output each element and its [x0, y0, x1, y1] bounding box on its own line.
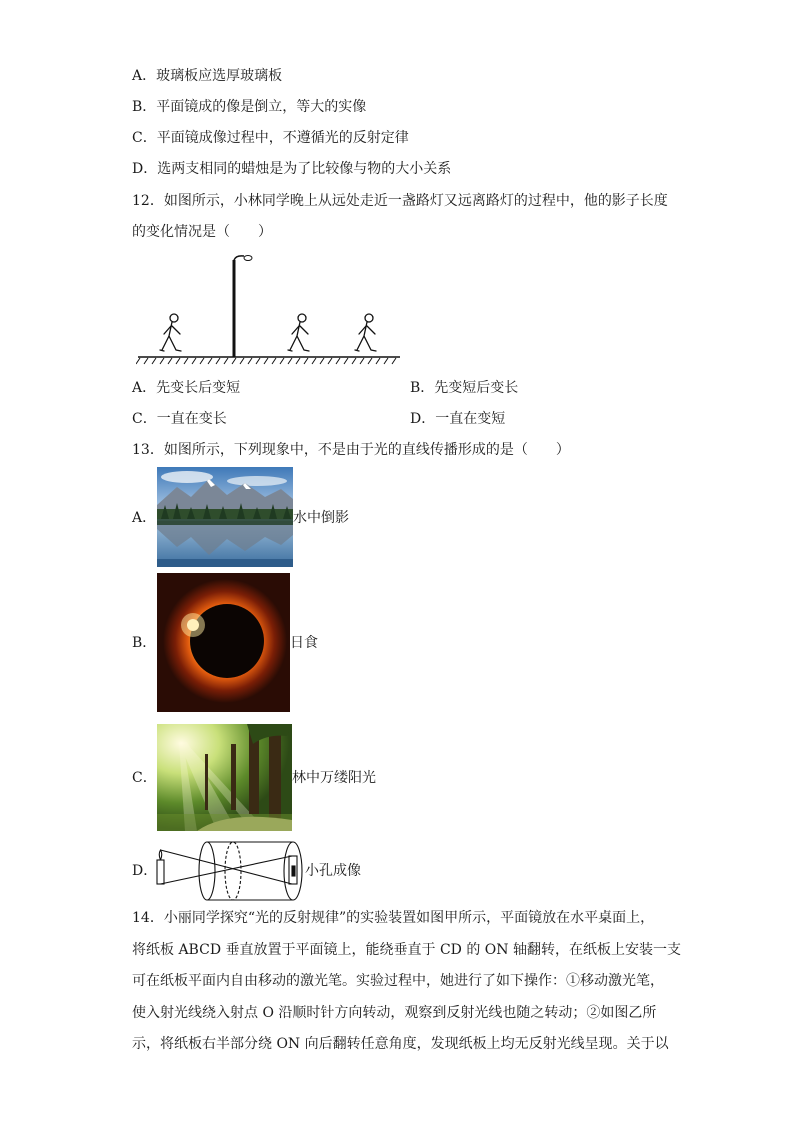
q12-option-d: D．一直在变短 [410, 411, 506, 427]
q13-option-b-caption: 日食 [290, 635, 318, 651]
pinhole-camera-diagram [155, 840, 305, 902]
q13-option-a-label: A． [132, 510, 157, 526]
q12-option-a: A．先变长后变短 [132, 380, 241, 396]
q12-option-b: B．先变短后变长 [410, 380, 519, 396]
q14-line-5: 示，将纸板右半部分绕 ON 向后翻转任意角度，发现纸板上均无反射光线呈现。关于以 [132, 1036, 669, 1052]
street-lamp-figure [136, 252, 402, 366]
q13-option-c-label: C． [132, 770, 157, 786]
q12-stem-line1: 12．如图所示，小林同学晚上从远处走近一盏路灯又远离路灯的过程中，他的影子长度 [132, 193, 668, 209]
q13-option-b-label: B． [132, 635, 157, 651]
q13-option-a-caption: 水中倒影 [293, 510, 349, 526]
q11-option-a: A．玻璃板应选厚玻璃板 [132, 68, 283, 84]
q14-line-2: 将纸板 ABCD 垂直放置于平面镜上，能绕垂直于 CD 的 ON 轴翻转，在纸板上安装一支 [132, 942, 681, 958]
forest-sunbeams-image [157, 724, 292, 831]
q13-stem: 13．如图所示，下列现象中，不是由于光的直线传播形成的是（ ） [132, 442, 570, 458]
q12-option-c: C．一直在变长 [132, 411, 227, 427]
mountain-lake-reflection-image [157, 467, 293, 567]
q11-option-b: B．平面镜成的像是倒立，等大的实像 [132, 99, 367, 115]
q11-option-d: D．选两支相同的蜡烛是为了比较像与物的大小关系 [132, 161, 452, 177]
q13-option-c-caption: 林中万缕阳光 [292, 770, 376, 786]
q12-stem-line2: 的变化情况是（ ） [132, 224, 272, 240]
q11-option-c: C．平面镜成像过程中，不遵循光的反射定律 [132, 130, 409, 146]
solar-eclipse-image [157, 573, 290, 712]
q14-line-4: 使入射光线绕入射点 O 沿顺时针方向转动，观察到反射光线也随之转动；②如图乙所 [132, 1005, 657, 1021]
q14-line-3: 可在纸板平面内自由移动的激光笔。实验过程中，她进行了如下操作：①移动激光笔， [132, 973, 664, 989]
q13-option-d-caption: 小孔成像 [305, 863, 361, 879]
q13-option-d-label: D． [132, 863, 158, 879]
q14-line-1: 14．小丽同学探究“光的反射规律”的实验装置如图甲所示，平面镜放在水平桌面上， [132, 910, 655, 926]
